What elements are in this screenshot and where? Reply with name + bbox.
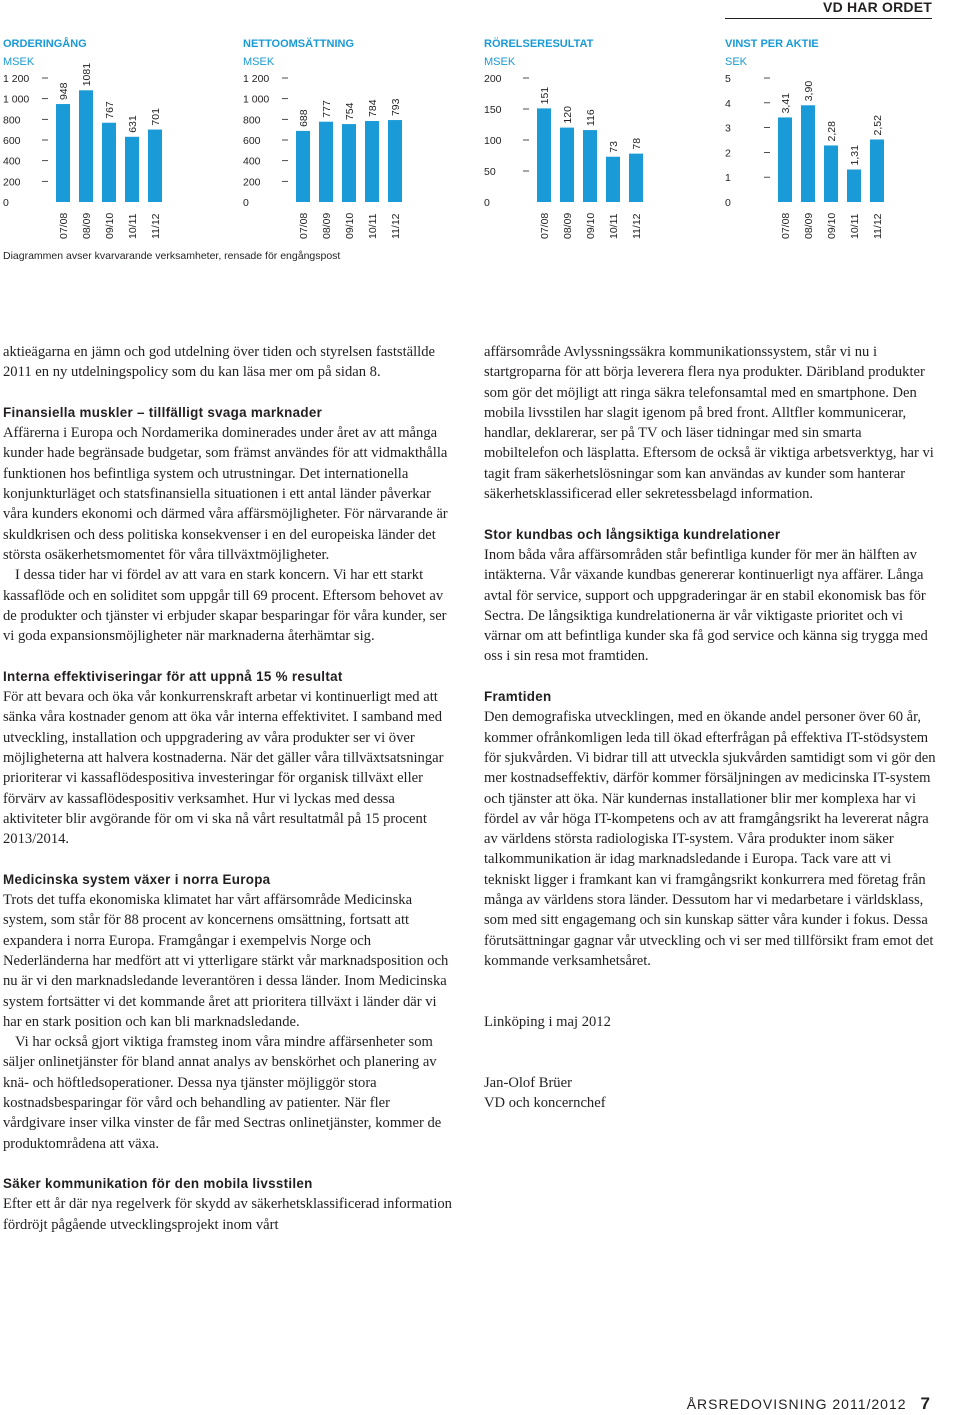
bar-value-label: 3,41: [780, 92, 792, 114]
header-rule: [725, 18, 932, 19]
bar: [583, 130, 597, 202]
section-heading: Interna effektiviseringar för att uppnå 15 % resultat: [3, 668, 343, 684]
y-tick-label: 800: [243, 114, 261, 127]
body-paragraph: För att bevara och öka vår konkurrenskraft arbetar vi kontinuerligt med att sänka våra kostnader genom att öka vår interna effektivitet. I samband med utveckling, installation och uppgradering av våra produkter ser vi över möjligheterna att halvera kostnaderna. När det gäller våra tillväxtsatsningar prioriterar vi kassaflödespositiva investeringar för organisk tillväxt eller förvärv av kassaflödespositiv verksamhet. Hur vi lyckas med dessa aktiviteter blir avgörande för om vi ska nå vårt resultatmål på 15 procent 2013/2014.: [3, 689, 444, 848]
section-heading: Medicinska system växer i norra Europa: [3, 871, 271, 887]
y-tick-label: 0: [3, 197, 9, 209]
bar: [102, 123, 116, 202]
y-tick-label: 50: [484, 166, 496, 178]
bar-value-label: 151: [539, 86, 551, 105]
category-label: 11/12: [872, 213, 884, 239]
body-paragraph: Affärerna i Europa och Nordamerika dominerades under året av att många kunder hade begränsade budgetar, som främst användes för att vidmakthålla funktionen hos befintliga system och utrustningar. Det internationella konjunkturläget och statsfinansiella situationen i ett antal länder påverkar våra kunders ekonomi och därmed våra affärsmöjligheter. För närvarande är skuldkrisen och dess politiska konsekvenser i en del europeiska länder det största osäkerhetsmomentet för våra tillväxtmöjligheter.: [3, 425, 448, 563]
category-label: 09/10: [344, 212, 356, 239]
category-label: 09/10: [104, 212, 116, 239]
bar-value-label: 73: [608, 141, 620, 153]
category-label: 11/12: [390, 213, 402, 239]
page-footer: [687, 1394, 930, 1414]
body-paragraph: Vi har också gjort viktiga framsteg inom våra mindre affärsenheter som säljer onlinetjänster för bland annat analys av benskörhet och planering av knä- och höftledsoperationer. Dessa nya tjänster möjliggör stora kostnadsbesparingar för vård och behandling av patienter. När fler vårdgivare inser vilka vinster de får med Sectras onlinetjänster, kommer de produktområdena att växa.: [3, 1034, 442, 1152]
paragraph-gap: [3, 849, 453, 869]
section-heading: Framtiden: [484, 689, 552, 705]
bar-value-label: 631: [127, 115, 139, 133]
y-tick-label: 400: [243, 155, 261, 168]
chart-unit: MSEK: [243, 56, 275, 68]
bar: [125, 137, 139, 202]
paragraph-gap: [3, 383, 453, 403]
paragraph-gap: [484, 1032, 936, 1052]
chart-rorelseresultat: [481, 30, 711, 245]
bar: [319, 122, 333, 202]
paragraph-gap: [484, 1052, 936, 1072]
category-label: 07/08: [539, 212, 551, 239]
category-label: 11/12: [631, 213, 643, 239]
bar-value-label: 78: [631, 137, 643, 150]
bar-value-label: 2,28: [826, 121, 838, 142]
body-paragraph: aktieägarna en jämn och god utdelning över tiden och styrelsen fastställde 2011 en ny utdelningspolicy som du kan läsa mer om på sidan 8.: [3, 344, 435, 381]
y-tick-label: 200: [3, 176, 21, 189]
section-title: VD HAR ORDET: [823, 0, 932, 15]
bar-value-label: 2,52: [872, 115, 884, 136]
y-tick-label: 1: [725, 172, 731, 185]
report-name: ÅRSREDOVISNING 2011/2012: [686, 1396, 907, 1412]
bar: [56, 104, 70, 202]
chart-unit: MSEK: [3, 56, 35, 68]
bar: [778, 117, 792, 202]
body-paragraph: Jan-Olof Brüer: [484, 1074, 572, 1091]
bar: [296, 131, 310, 202]
body-paragraph: Trots det tuffa ekonomiska klimatet har vårt affärsområde Medicinska system, som står för 88 procent av koncernens omsättning, fortsatt att expandera i norra Europa. Framgångar i exempelvis Norge och Nederländerna har medfört att vi ytterligare stärkt vår marknadsposition och nu är vi den marknadsledande leverantören i dessa länder. Inom Medicinska system fortsätter vi det kommande året att prioritera tillväxt i länder där vi har en stark position och kan bli marknadsledande.: [3, 892, 449, 1030]
chart-svg: [0, 30, 230, 245]
y-tick-label: 0: [484, 197, 490, 209]
category-label: 07/08: [780, 212, 792, 239]
y-tick-label: 200: [484, 73, 502, 85]
body-paragraph: Den demografiska utvecklingen, med en ökande andel personer över 60 år, kommer ofrånkomligen leda till ökad efterfrågan på effektiva IT-stödsystem för sjukvården. Vi bidrar till att utveckla sjukvården samtidigt som vi gör den mer kostnadseffektiv, därför kommer försäljningen av medicinska IT-system och tjänster att öka. När kundernas installationer blir mer komplexa har vi fördel av vår höga IT-kompetens och av att framgångsrikt ha levererat några av världens största radiologiska IT-system. Våra produkter inom säker talkommunikation är idag marknadsledande i Europa. Tack vare att vi tekniskt ligger i framkant kan vi framgångsrikt konkurrera med företag från många av världens stora länder. Dessutom har vi medarbetare i världsklass, som med sitt engagemang och sin kunskap sätter våra kunder i fokus. Dessa förutsättningar gagnar vår utveckling och vi ser med tillförsikt fram emot det kommande verksamhetsåret.: [484, 709, 936, 969]
y-tick-label: 1 200: [3, 73, 30, 85]
section-heading: Stor kundbas och långsiktiga kundrelationer: [484, 526, 781, 542]
bar-value-label: 1,31: [849, 145, 861, 166]
bar-value-label: 948: [58, 82, 70, 101]
body-paragraph: Linköping i maj 2012: [484, 1013, 611, 1030]
category-label: 07/08: [298, 212, 310, 239]
category-label: 07/08: [58, 212, 70, 239]
paragraph-gap: [484, 504, 936, 524]
category-label: 08/09: [562, 212, 574, 239]
bar-value-label: 116: [585, 109, 597, 127]
category-label: 11/12: [150, 213, 162, 239]
page-number: 7: [920, 1394, 930, 1413]
bar-value-label: 767: [104, 101, 116, 119]
chart-unit: SEK: [725, 56, 748, 68]
y-tick-label: 150: [484, 104, 502, 116]
category-label: 08/09: [803, 212, 815, 239]
bar: [606, 157, 620, 202]
text-column-right: [484, 342, 936, 1113]
body-paragraph: affärsområde Avlyssningssäkra kommunikationssystem, står vi nu i startgroparna för att börja leverera flera nya produkter. Däribland produkter som gör det möjligt att ringa säkra telefonsamtal med en smartphone. Den mobila livsstilen har slagit igenom på bred front. Alltfler kommunicerar, handlar, deklarerar, ser på TV och läser tidningar med sin smarta mobiltelefon och läsplatta. Eftersom de också är viktiga arbetsverktyg, har vi tagit fram säkerhetslösningar som kan användas av kunder som hanterar säkerhetsklassificerad eller sekretessbelagd information.: [484, 344, 934, 503]
y-tick-label: 100: [484, 135, 502, 147]
section-heading: Säker kommunikation för den mobila livsstilen: [3, 1176, 313, 1192]
body-paragraph: Efter ett år där nya regelverk för skydd av säkerhetsklassificerad information fördröjt pågående utvecklingsprojekt inom vårt: [3, 1196, 452, 1233]
bar-value-label: 777: [321, 100, 333, 118]
y-tick-label: 4: [725, 97, 731, 110]
bar: [365, 121, 379, 202]
y-tick-label: 400: [3, 155, 21, 168]
body-paragraph: I dessa tider har vi fördel av att vara en stark koncern. Vi har ett starkt kassaflöde och en soliditet som uppgår till 69 procent. Eftersom behovet av de produkter och tjänster vi erbjuder skapar besparingar för våra kunder, ser vi goda expansionsmöjligheter när marknaderna återhämtar sig.: [3, 567, 447, 645]
chart-vinst-per-aktie: [722, 30, 952, 245]
bar: [629, 154, 643, 202]
bar: [847, 170, 861, 202]
bar-value-label: 701: [150, 108, 162, 126]
bar: [870, 140, 884, 202]
bar-value-label: 784: [367, 99, 379, 117]
paragraph-gap: [484, 971, 936, 991]
category-label: 09/10: [585, 212, 597, 239]
category-label: 10/11: [849, 213, 861, 239]
bar-value-label: 1081: [81, 62, 93, 87]
paragraph-gap: [484, 667, 936, 687]
paragraph-gap: [3, 1154, 453, 1174]
body-paragraph: Inom båda våra affärsområden står befintliga kunder för mer än hälften av intäkterna. Vår växande kundbas genererar kontinuerligt nya affärer. Långa avtal för service, support och uppgraderingar är en stabil ekonomisk bas för Sectra. De långsiktiga kundrelationerna är vår viktigaste prioritet och vi värnar om att befintliga kunder ska få god service och känna sig trygga med oss i sin resa mot framtiden.: [484, 546, 928, 665]
bar: [79, 90, 93, 202]
category-label: 10/11: [127, 213, 139, 239]
category-label: 08/09: [321, 212, 333, 239]
chart-svg: [481, 30, 711, 245]
text-column-left: [3, 342, 453, 1235]
chart-unit: MSEK: [484, 56, 516, 68]
bar: [560, 128, 574, 202]
chart-orderingang: [0, 30, 230, 245]
key-figures-charts: [0, 30, 960, 250]
chart-title: NETTOOMSÄTTNING: [243, 38, 355, 50]
chart-title: VINST PER AKTIE: [725, 38, 819, 50]
bar-value-label: 793: [390, 98, 402, 117]
bar-value-label: 688: [298, 109, 310, 127]
y-tick-label: 3: [725, 122, 731, 135]
bar: [148, 130, 162, 202]
paragraph-gap: [484, 992, 936, 1012]
y-tick-label: 1 000: [243, 93, 270, 106]
y-tick-label: 600: [3, 135, 21, 147]
y-tick-label: 200: [243, 176, 261, 189]
chart-nettoomsattning: [240, 30, 470, 245]
bar-value-label: 754: [344, 102, 356, 121]
y-tick-label: 1 200: [243, 73, 270, 85]
chart-footnote: Diagrammen avser kvarvarande verksamheter, rensade för engångspost: [3, 250, 341, 262]
bar: [801, 105, 815, 202]
y-tick-label: 5: [725, 73, 731, 85]
page-header: [0, 0, 960, 20]
chart-title: RÖRELSERESULTAT: [484, 38, 594, 50]
category-label: 10/11: [608, 213, 620, 239]
y-tick-label: 0: [725, 197, 731, 209]
category-label: 08/09: [81, 212, 93, 239]
bar-value-label: 3,90: [803, 80, 815, 102]
paragraph-gap: [3, 646, 453, 666]
y-tick-label: 600: [243, 135, 261, 147]
body-paragraph: VD och koncernchef: [484, 1094, 606, 1111]
category-label: 10/11: [367, 213, 379, 239]
bar: [824, 145, 838, 202]
chart-title: ORDERINGÅNG: [3, 38, 87, 50]
section-heading: Finansiella muskler – tillfälligt svaga marknader: [3, 404, 323, 420]
bar: [537, 108, 551, 202]
bar-value-label: 120: [562, 106, 574, 124]
bar: [342, 124, 356, 202]
bar: [388, 120, 402, 202]
y-tick-label: 0: [243, 197, 249, 209]
y-tick-label: 1 000: [3, 93, 30, 106]
chart-svg: [722, 30, 952, 245]
y-tick-label: 2: [725, 147, 731, 160]
category-label: 09/10: [826, 212, 838, 239]
y-tick-label: 800: [3, 114, 21, 127]
chart-svg: [240, 30, 470, 245]
